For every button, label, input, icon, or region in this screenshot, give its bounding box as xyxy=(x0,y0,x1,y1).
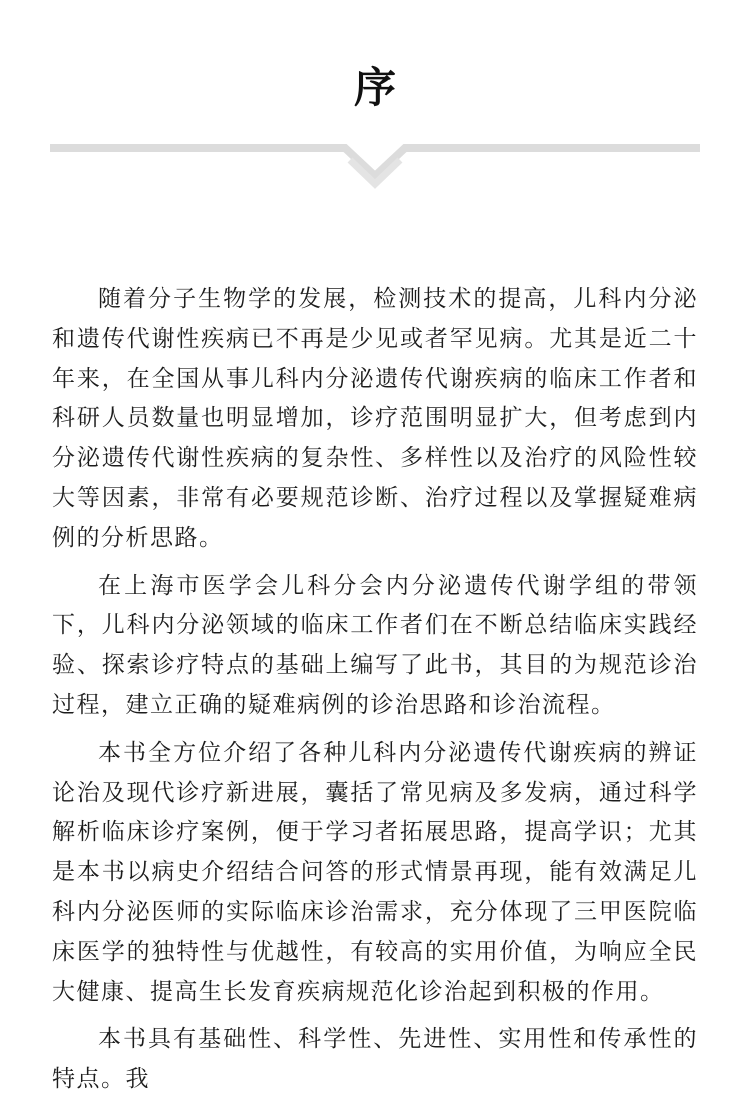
paragraph: 本书具有基础性、科学性、先进性、实用性和传承性的特点。我 xyxy=(52,1026,698,1093)
paragraph: 随着分子生物学的发展，检测技术的提高，儿科内分泌和遗传代谢性疾病已不再是少见或者罕见病。尤其是近二十年来，在全国从事儿科内分泌遗传代谢疾病的临床工作者和科研人员数量也明显增加，诊疗范围明显扩大，但考虑到内分泌遗传代谢性疾病的复杂性、多样性以及治疗的风险性较大等因素，非常有必要规范诊断、治疗过程以及掌握疑难病例的分析思路。 xyxy=(52,286,698,551)
paragraph: 本书全方位介绍了各种儿科内分泌遗传代谢疾病的辨证论治及现代诊疗新进展，囊括了常见病及多发病，通过科学解析临床诊疗案例，便于学习者拓展思路，提高学识；尤其是本书以病史介绍结合问答的形式情景再现，能有效满足儿科内分泌医师的实际临床诊治需求，充分体现了三甲医院临床医学的独特性与优越性，有较高的实用价值，为响应全民大健康、提高生长发育疾病规范化诊治起到积极的作用。 xyxy=(52,739,698,1005)
title-divider xyxy=(50,138,700,202)
preface-body xyxy=(52,280,698,1100)
paragraph: 在上海市医学会儿科分会内分泌遗传代谢学组的带领下，儿科内分泌领域的临床工作者们在不断总结临床实践经验、探索诊疗特点的基础上编写了此书，其目的为规范诊治过程，建立正确的疑难病例的诊治思路和诊治流程。 xyxy=(52,572,698,718)
page-title: 序 xyxy=(353,63,396,112)
